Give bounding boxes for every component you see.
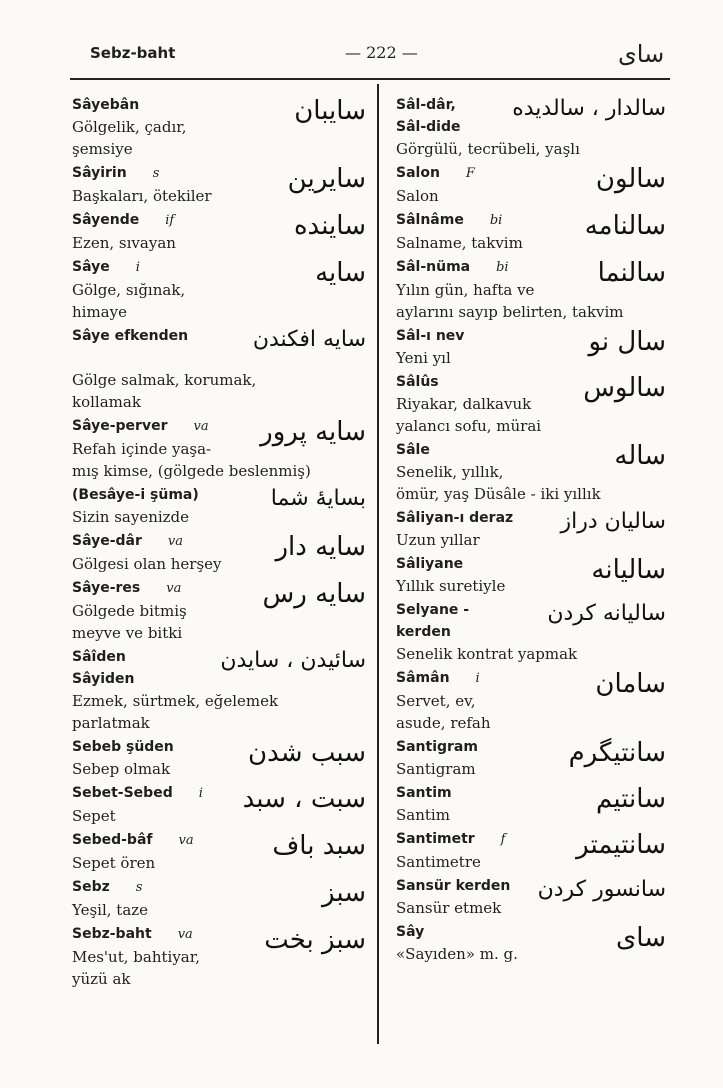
arabic-script: سبت ، سبد [242,784,366,814]
dictionary-entry [396,553,672,597]
headword-text: Sebz-baht [72,926,152,942]
entry-headword [72,668,372,690]
dictionary-entry [72,94,372,160]
grammar-tag: F [465,166,475,181]
entry-definition: Ezen, sıvayan [72,234,176,252]
dictionary-entry [396,507,672,551]
arabic-script: سبد باف [272,831,366,861]
grammar-tag: i [198,786,203,801]
entry-definition: şemsiye [72,140,133,158]
headword-text: Sâl-dâr, [396,97,456,113]
headword-text: kerden [396,624,451,640]
dictionary-entry [396,94,672,121]
entry-definition: Gölge, sığınak, [72,281,186,299]
dictionary-entry [72,782,372,827]
dictionary-entry [396,782,672,826]
dictionary-entry [72,876,372,921]
dictionary-entry [396,439,672,505]
headword-text: Salon [396,165,440,181]
entry-definition: Santimetre [396,853,481,871]
arabic-script: سانتیمتر [576,830,666,860]
headword-text: (Besâye-i şüma) [72,487,199,503]
entry-definition: ömür, yaş Düsâle - iki yıllık [396,485,601,503]
left-column [72,94,372,992]
arabic-script: سایه رس [262,579,366,609]
header-rule [70,78,670,80]
headword-text: Sâyirin [72,165,127,181]
headword-text: Sâliyane [396,556,464,572]
dictionary-entry [72,923,372,990]
grammar-tag: va [166,581,182,596]
arabic-script: سایه پرور [260,417,366,447]
dictionary-entry [72,484,372,528]
entry-definition: Senelik, yıllık, [396,463,504,481]
arabic-script: بسایهٔ شما [270,486,366,511]
dictionary-entry [72,415,372,482]
arabic-script: سانتیگرم [568,738,666,768]
arabic-script: ساینده [293,211,366,241]
arabic-script: سالنامه [584,211,666,241]
entry-definition: asude, refah [396,714,491,732]
entry-definition: Yıllık suretiyle [396,577,506,595]
dictionary-entry [72,668,372,734]
dictionary-entry [72,209,372,254]
entry-definition: yalancı sofu, mürai [396,417,542,435]
grammar-tag: f [500,832,506,847]
entry-definition: Başkaları, ötekiler [72,187,212,205]
entry-definition: Ezmek, sürtmek, eğelemek [72,692,279,710]
dictionary-entry [396,875,672,919]
grammar-tag: va [167,534,184,549]
headword-text: Sâlûs [396,374,439,390]
entry-definition: Gölgede bitmiş [72,602,187,620]
entry-definition: Sansür etmek [396,899,502,917]
entry-definition: Santigram [396,760,476,778]
headword-text: Sâye [72,259,110,275]
arabic-script: سبز بخت [264,925,366,955]
grammar-tag: i [475,671,480,686]
headword-text: Sebet-Sebed [72,785,173,801]
headword-text: Sây [396,924,425,940]
grammar-tag: i [135,260,140,275]
dictionary-entry [396,828,672,873]
grammar-tag: va [178,833,194,848]
headword-text: Sebeb şüden [72,739,174,755]
headword-text: Sâl-nüma [396,259,471,275]
entry-definition: himaye [72,303,127,321]
running-head: Sebz-baht [90,44,176,62]
entry-definition: Santim [396,806,450,824]
headword-text: Santimetr [396,831,475,847]
headword-text: Sâye-dâr [72,533,142,549]
arabic-script: سالدار ، سالدیده [512,96,666,121]
dictionary-entry [72,736,372,780]
entry-definition: Sizin sayenizde [72,508,190,526]
headword-text: Sebed-bâf [72,832,153,848]
dictionary-entry [72,530,372,575]
dictionary-entry [396,209,672,254]
grammar-tag: if [165,213,175,228]
dictionary-entry [72,646,372,673]
headword-text: Sâle [396,442,430,458]
grammar-tag: bi [496,260,509,275]
arabic-script: سالوس [583,373,666,403]
arabic-script: سایه دار [275,532,366,562]
arabic-script: سالون [595,164,666,194]
arabic-script: سایه افکندن [252,327,366,352]
arabic-script: سانتیم [596,784,666,814]
entry-definition: Mes'ut, bahtiyar, [72,948,201,966]
entry-definition: yüzü ak [72,970,131,988]
arabic-script: سائیدن ، سایدن [220,648,366,673]
headword-text: Sâye-perver [72,418,168,434]
dictionary-entry [396,736,672,780]
dictionary-entry [72,829,372,874]
headword-text: Santim [396,785,452,801]
headword-text: Sâye-res [72,580,141,596]
entry-definition: Uzun yıllar [396,531,480,549]
headword-text: Sâlnâme [396,212,464,228]
arabic-script: سالیان دراز [560,509,666,534]
entry-definition: Yılın gün, hafta ve [396,281,535,299]
entry-definition: parlatmak [72,714,150,732]
entry-definition: Refah içinde yaşa- [72,440,212,458]
headword-text: Sâyende [72,212,140,228]
headword-text: Sebz [72,879,110,895]
dictionary-entry [396,256,672,323]
headword-text: Santigram [396,739,478,755]
dictionary-entry [396,162,672,207]
entry-definition: Senelik kontrat yapmak [396,645,578,663]
headword-text: Sâyebân [72,97,140,113]
arabic-script: سالیانه [591,555,666,585]
dictionary-entry [396,621,672,665]
entry-definition: Salname, takvim [396,234,523,252]
headword-text: Sâye efkenden [72,328,189,344]
running-head-arabic: سای [618,40,665,68]
arabic-script: سامان [595,669,666,699]
headword-text: Sâliyan-ı deraz [396,510,514,526]
entry-definition: Gölgelik, çadır, [72,118,187,136]
headword-text: Sâmân [396,670,450,686]
grammar-tag: bi [489,213,503,228]
grammar-tag: s [152,166,160,181]
dictionary-entry [396,599,672,626]
entry-definition: Yeşil, taze [72,901,149,919]
arabic-script: سبب شدن [248,738,366,768]
entry-definition: mış kimse, (gölgede beslenmiş) [72,462,311,480]
dictionary-entry [396,667,672,734]
dictionary-entry [396,325,672,369]
arabic-script: سبز [322,878,366,908]
column-divider [377,84,379,1044]
dictionary-entry [396,116,672,160]
entry-definition: Sepet [72,807,116,825]
entry-headword [396,621,672,643]
headword-text: Selyane - [396,602,470,618]
entry-definition: aylarını sayıp belirten, takvim [396,303,624,321]
page-header [0,40,723,70]
dictionary-entry [72,577,372,644]
right-column [396,94,672,967]
entry-definition: Görgülü, tecrübeli, yaşlı [396,140,580,158]
arabic-script: سایبان [294,96,366,126]
arabic-script: سای [615,923,666,953]
grammar-tag: va [177,927,193,942]
grammar-tag: va [193,419,209,434]
dictionary-entry [72,325,372,413]
headword-text: Sansür kerden [396,878,511,894]
arabic-script: سایرین [287,164,366,194]
entry-definition: kollamak [72,393,141,411]
headword-text: Sâyiden [72,671,135,687]
arabic-script: سالیانه کردن [547,601,666,626]
headword-text: Sâl-ı nev [396,328,465,344]
dictionary-entry [72,162,372,207]
headword-text: Sâîden [72,649,126,665]
arabic-script: سایه [315,258,366,288]
entry-definition: meyve ve bitki [72,624,183,642]
page-number: — 222 — [345,43,418,62]
entry-definition: Servet, ev, [396,692,476,710]
entry-definition: Sepet ören [72,854,156,872]
arabic-script: سال نو [588,327,666,357]
entry-definition: Salon [396,187,439,205]
entry-definition: Riyakar, dalkavuk [396,395,532,413]
entry-definition: «Sayıden» m. g. [396,945,518,963]
dictionary-entry [72,256,372,323]
headword-text: Sâl-dide [396,119,461,135]
grammar-tag: s [135,880,143,895]
dictionary-entry [396,921,672,965]
entry-headword [396,116,672,138]
arabic-script: سالنما [597,258,666,288]
entry-definition: Yeni yıl [396,349,451,367]
entry-definition: Gölgesi olan herşey [72,555,222,573]
arabic-script: ساله [614,441,666,471]
entry-definition: Gölge salmak, korumak, [72,371,257,389]
entry-definition: Sebep olmak [72,760,171,778]
arabic-script: سانسور کردن [537,877,666,902]
dictionary-entry [396,371,672,437]
